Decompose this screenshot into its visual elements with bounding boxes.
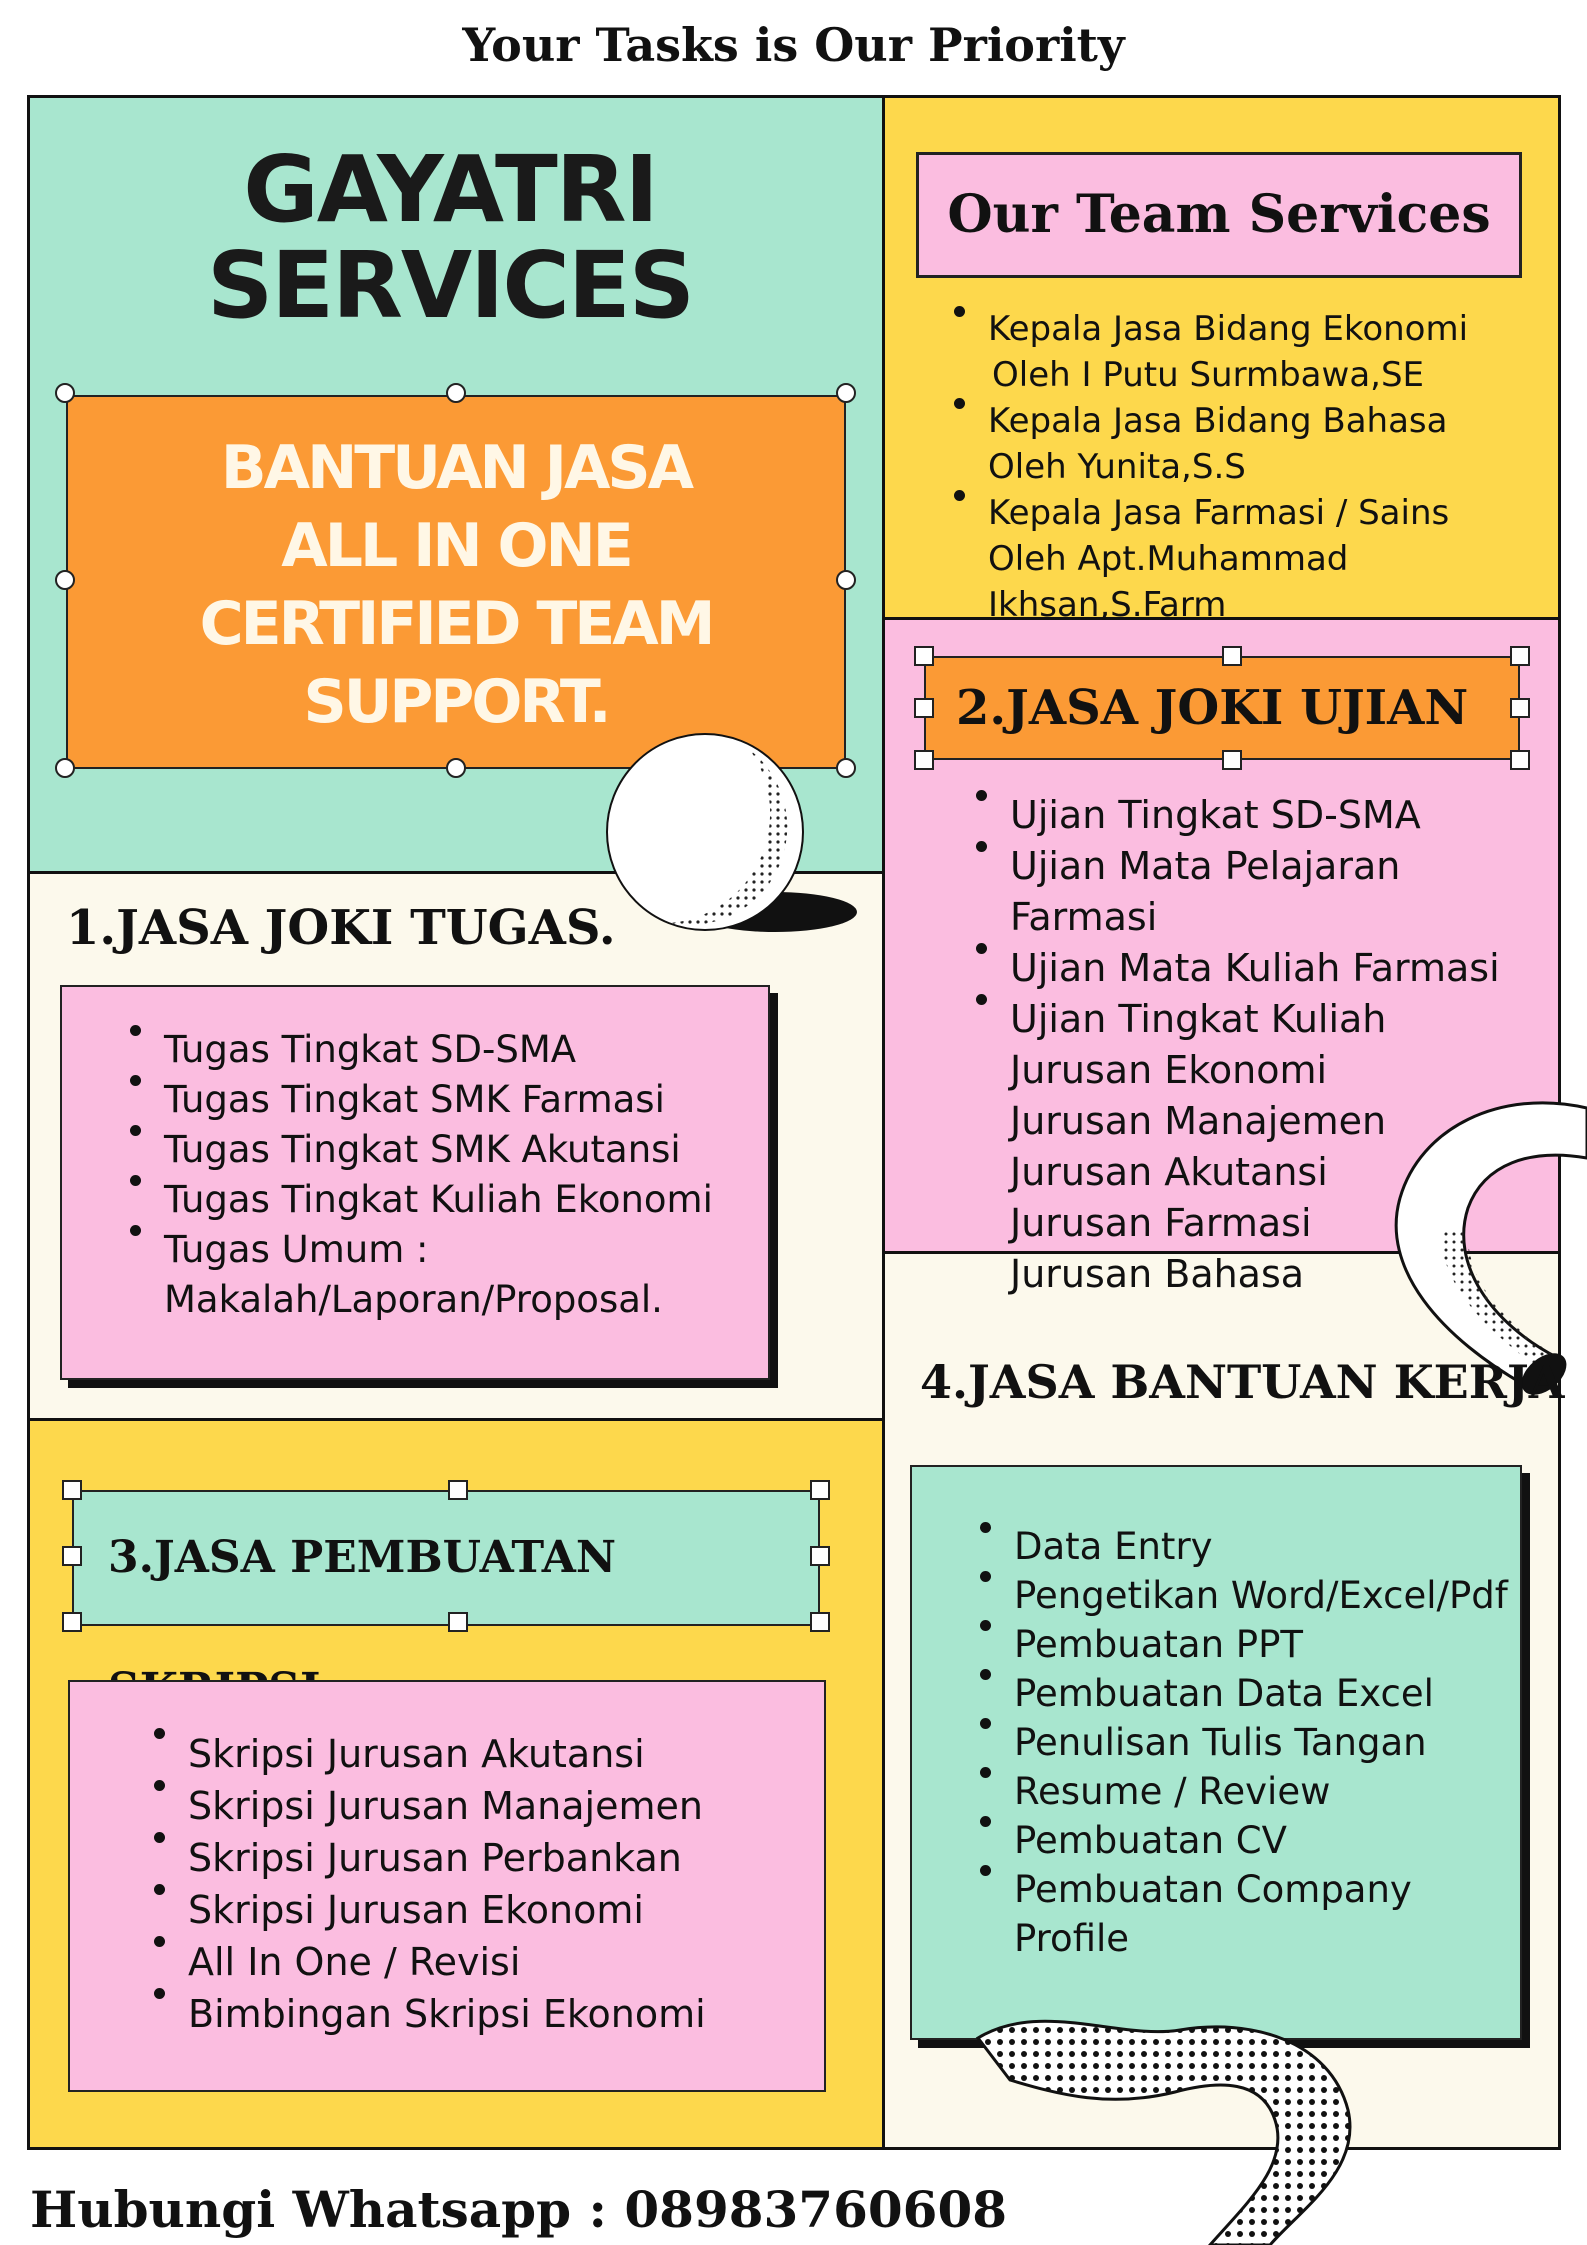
selection-handle-icon — [446, 383, 466, 403]
kerja-item-label: Pembuatan Company — [1014, 1868, 1412, 1911]
selection-handle-icon — [1510, 750, 1530, 770]
list-item: Data Entry — [972, 1522, 1522, 1571]
selection-handle-icon — [810, 1612, 830, 1632]
team-title-box — [916, 152, 1522, 278]
ujian-sub-item: Jurusan Farmasi — [1010, 1201, 1312, 1245]
skripsi-title: 3.JASA PEMBUATAN — [108, 1532, 617, 1583]
team-list — [946, 306, 1546, 628]
kerja-item-cont: Profile — [1014, 1917, 1130, 1960]
list-item: Ujian Mata Pelajaran Farmasi — [968, 841, 1528, 943]
team-item-role: Kepala Jasa Bidang Ekonomi — [988, 309, 1469, 349]
kerja-list — [972, 1522, 1522, 1963]
ujian-sub-item: Jurusan Ekonomi — [1010, 1048, 1328, 1092]
selection-handle-icon — [914, 646, 934, 666]
tugas-title: 1.JASA JOKI TUGAS. — [66, 900, 616, 956]
selection-handle-icon — [810, 1480, 830, 1500]
selection-handle-icon — [62, 1612, 82, 1632]
promo-line4: SUPPORT. — [303, 667, 609, 737]
kerja-title: 4.JASA BANTUAN KERJA — [920, 1355, 1565, 1409]
wave-icon — [970, 2000, 1390, 2245]
list-item: Skripsi Jurusan Ekonomi — [146, 1884, 816, 1936]
list-item: Tugas Tingkat SD-SMA — [122, 1025, 762, 1075]
tugas-item-cont: Makalah/Laporan/Proposal. — [164, 1278, 663, 1321]
contact-footer[interactable]: Hubungi Whatsapp : 08983760608 — [30, 2180, 1008, 2239]
team-item-role: Kepala Jasa Bidang Bahasa — [988, 401, 1448, 441]
selection-handle-icon — [62, 1480, 82, 1500]
team-item-name: Oleh Apt.Muhammad Ikhsan,S.Farm — [988, 539, 1349, 625]
selection-handle-icon — [448, 1612, 468, 1632]
selection-handle-icon — [55, 570, 75, 590]
list-item: Tugas Tingkat SMK Akutansi — [122, 1125, 762, 1175]
selection-handle-icon — [55, 758, 75, 778]
list-item: Pembuatan Data Excel — [972, 1669, 1522, 1718]
skripsi-list — [146, 1728, 816, 2040]
page-tagline: Your Tasks is Our Priority — [462, 18, 1125, 72]
selection-handle-icon — [1222, 750, 1242, 770]
ujian-sub-item: Jurusan Manajemen — [1010, 1099, 1387, 1143]
list-item: Ujian Mata Kuliah Farmasi — [968, 943, 1528, 994]
skripsi-title-box — [72, 1490, 820, 1626]
promo-line1: BANTUAN JASA — [220, 433, 692, 503]
list-item: Resume / Review — [972, 1767, 1522, 1816]
selection-handle-icon — [836, 383, 856, 403]
list-item — [946, 306, 1546, 398]
ball-icon — [600, 720, 860, 940]
selection-handle-icon — [914, 698, 934, 718]
list-item: Penulisan Tulis Tangan — [972, 1718, 1522, 1767]
ujian-sub-item: Jurusan Akutansi — [1010, 1150, 1328, 1194]
team-title: Our Team Services — [947, 184, 1491, 245]
selection-handle-icon — [1510, 698, 1530, 718]
list-item: Ujian Tingkat SD-SMA — [968, 790, 1528, 841]
brand-title-line1: GAYATRI — [243, 136, 657, 243]
list-item: Skripsi Jurusan Manajemen — [146, 1780, 816, 1832]
selection-handle-icon — [62, 1546, 82, 1566]
selection-handle-icon — [810, 1546, 830, 1566]
list-item: Tugas Tingkat Kuliah Ekonomi — [122, 1175, 762, 1225]
ujian-title: 2.JASA JOKI UJIAN — [956, 680, 1469, 736]
selection-handle-icon — [55, 383, 75, 403]
ujian-sub-item: Jurusan Bahasa — [1010, 1252, 1305, 1296]
list-item: Pembuatan PPT — [972, 1620, 1522, 1669]
tugas-list — [122, 1025, 762, 1325]
ujian-title-box — [924, 656, 1520, 760]
list-item: Skripsi Jurusan Perbankan — [146, 1832, 816, 1884]
team-item-role: Kepala Jasa Farmasi / Sains — [988, 493, 1450, 533]
selection-handle-icon — [1510, 646, 1530, 666]
list-item: Tugas Tingkat SMK Farmasi — [122, 1075, 762, 1125]
selection-handle-icon — [448, 1480, 468, 1500]
list-item — [946, 398, 1546, 490]
list-item: Skripsi Jurusan Akutansi — [146, 1728, 816, 1780]
brand-title — [60, 136, 840, 339]
tugas-item-label: Tugas Umum : — [164, 1228, 429, 1271]
list-item — [122, 1225, 762, 1325]
selection-handle-icon — [446, 758, 466, 778]
team-item-name: Oleh Yunita,S.S — [988, 447, 1246, 487]
list-item: All In One / Revisi — [146, 1936, 816, 1988]
list-item: Bimbingan Skripsi Ekonomi — [146, 1988, 816, 2040]
promo-line2: ALL IN ONE — [281, 511, 631, 581]
brand-title-line2: SERVICES — [206, 232, 693, 339]
list-item: Pengetikan Word/Excel/Pdf — [972, 1571, 1522, 1620]
selection-handle-icon — [914, 750, 934, 770]
list-item — [946, 490, 1546, 628]
selection-handle-icon — [836, 570, 856, 590]
team-item-name: Oleh I Putu Surmbawa,SE — [992, 355, 1425, 395]
promo-line3: CERTIFIED TEAM — [199, 589, 713, 659]
list-item: Pembuatan CV — [972, 1816, 1522, 1865]
ujian-item-label: Ujian Tingkat Kuliah — [1010, 997, 1387, 1041]
selection-handle-icon — [1222, 646, 1242, 666]
list-item — [972, 1865, 1522, 1963]
promo-box — [66, 395, 846, 769]
